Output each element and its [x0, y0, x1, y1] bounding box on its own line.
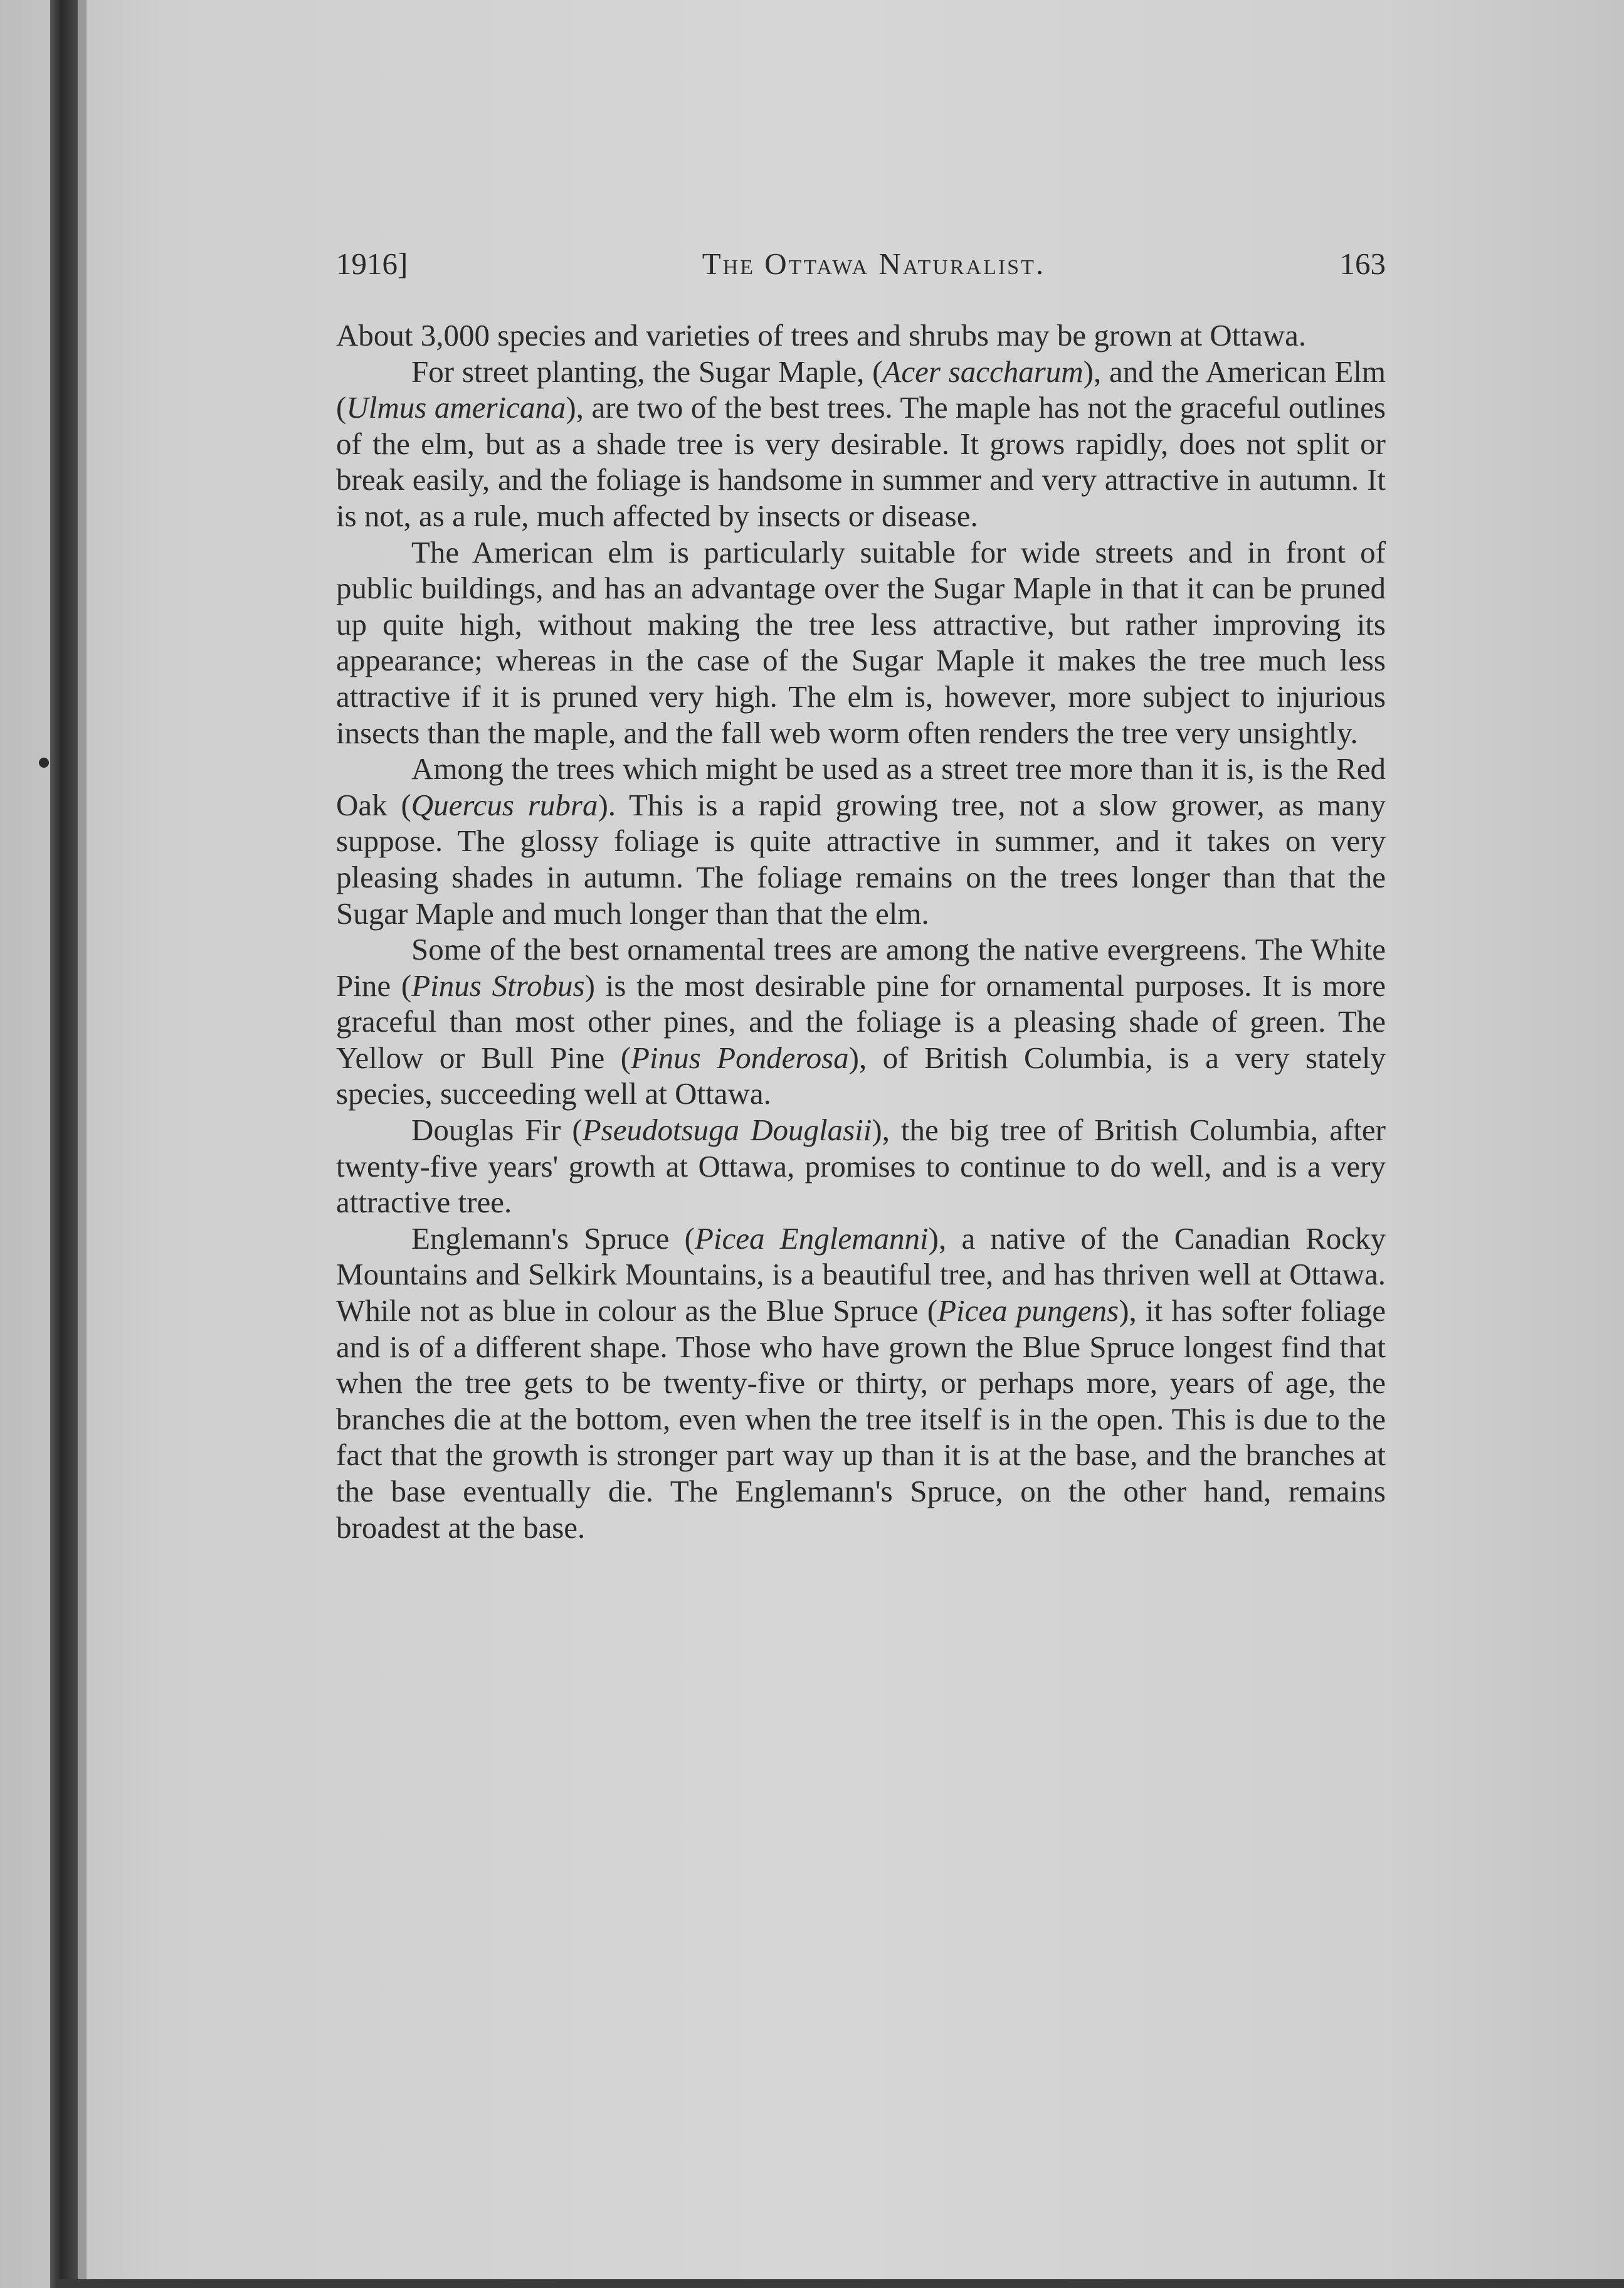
text-run: Douglas Fir ( — [411, 1113, 583, 1148]
paragraph — [336, 931, 1386, 1112]
margin-mark — [39, 758, 49, 768]
page-bottom-edge — [56, 2279, 1624, 2288]
scientific-name: Acer saccharum — [882, 354, 1084, 389]
running-header — [336, 246, 1386, 296]
text-run: The American elm is particularly suitable for wide streets and in front of public buildings, and has an advantage over the Sugar Maple in that it can be pruned up quite high, without making the tree less attractive, but rather improving its appearance; whereas in the case of the Sugar Maple it makes the tree much less attractive if it is pruned very high. The elm is, however, more subject to injurious insects than the maple, and the fall web worm often renders the tree very unsightly. — [336, 534, 1386, 750]
paragraph — [336, 1221, 1386, 1545]
scientific-name: Pinus Strobus — [411, 968, 585, 1003]
paragraph — [336, 317, 1386, 354]
journal-title: The Ottawa Naturalist. — [702, 246, 1046, 281]
text-run: ), the big tree of British Columbia, after twenty-five years' growth at Ottawa, promises to continue to do well, and is a very attractive tree. — [336, 1113, 1386, 1220]
paragraph — [336, 354, 1386, 534]
text-run: ), and the American Elm ( — [336, 354, 1386, 425]
book-binding-edge — [78, 0, 87, 2288]
book-binding-shadow — [50, 0, 78, 2288]
page-number: 163 — [1339, 246, 1386, 281]
paragraph — [336, 1112, 1386, 1221]
scientific-name: Quercus rubra — [411, 787, 598, 822]
text-run: Englemann's Spruce ( — [411, 1221, 695, 1256]
scientific-name: Picea pungens — [937, 1293, 1119, 1328]
text-run: ), of British Columbia, is a very stately species, succeeding well at Ottawa. — [336, 1040, 1386, 1111]
text-run: ). This is a rapid growing tree, not a slow grower, as many suppose. The glossy foliage is quite attractive in summer, and it takes on very pleasing shades in autumn. The foliage remains on the trees longer than that the Sugar Maple and much longer than that the elm. — [336, 787, 1386, 931]
text-run: ), are two of the best trees. The maple has not the graceful outlines of the elm, but as a shade tree is very desirable. It grows rapidly, does not split or break easily, and the foliage is handsome in summer and very attractive in autumn. It is not, as a rule, much affected by insects or disease. — [336, 390, 1386, 533]
text-run: Among the trees which might be used as a street tree more than it is, is the Red Oak ( — [336, 751, 1386, 822]
text-run: ) is the most desirable pine for ornamental purposes. It is more graceful than most other pines, and the foliage is a pleasing shade of green. The Yellow or Bull Pine ( — [336, 968, 1386, 1075]
paragraph — [336, 751, 1386, 931]
scientific-name: Pinus Ponderosa — [631, 1040, 849, 1075]
scientific-name: Picea Englemanni — [695, 1221, 929, 1256]
scientific-name: Ulmus americana — [346, 390, 566, 425]
journal-page — [336, 246, 1386, 1545]
text-run: ), it has softer foliage and is of a different shape. Those who have grown the Blue Spruce longest find that when the tree gets to be twenty-five or thirty, or perhaps more, years of age, the branches die at the bottom, even when the tree itself is in the open. This is due to the fact that the growth is stronger part way up than it is at the base, and the branches at the base eventually die. The Englemann's Spruce, on the other hand, remains broadest at the base. — [336, 1293, 1386, 1545]
text-run: For street planting, the Sugar Maple, ( — [411, 354, 883, 389]
text-run: About 3,000 species and varieties of trees and shrubs may be grown at Ottawa. — [336, 318, 1307, 352]
header-year: 1916] — [336, 246, 408, 281]
article-body — [336, 317, 1386, 1545]
text-run: ), a native of the Canadian Rocky Mountains and Selkirk Mountains, is a beautiful tree, and has thriven well at Ottawa. While not as blue in colour as the Blue Spruce ( — [336, 1221, 1386, 1328]
paragraph — [336, 534, 1386, 751]
text-run: Some of the best ornamental trees are among the native evergreens. The White Pine ( — [336, 932, 1386, 1003]
scientific-name: Pseudotsuga Douglasii — [582, 1113, 872, 1148]
